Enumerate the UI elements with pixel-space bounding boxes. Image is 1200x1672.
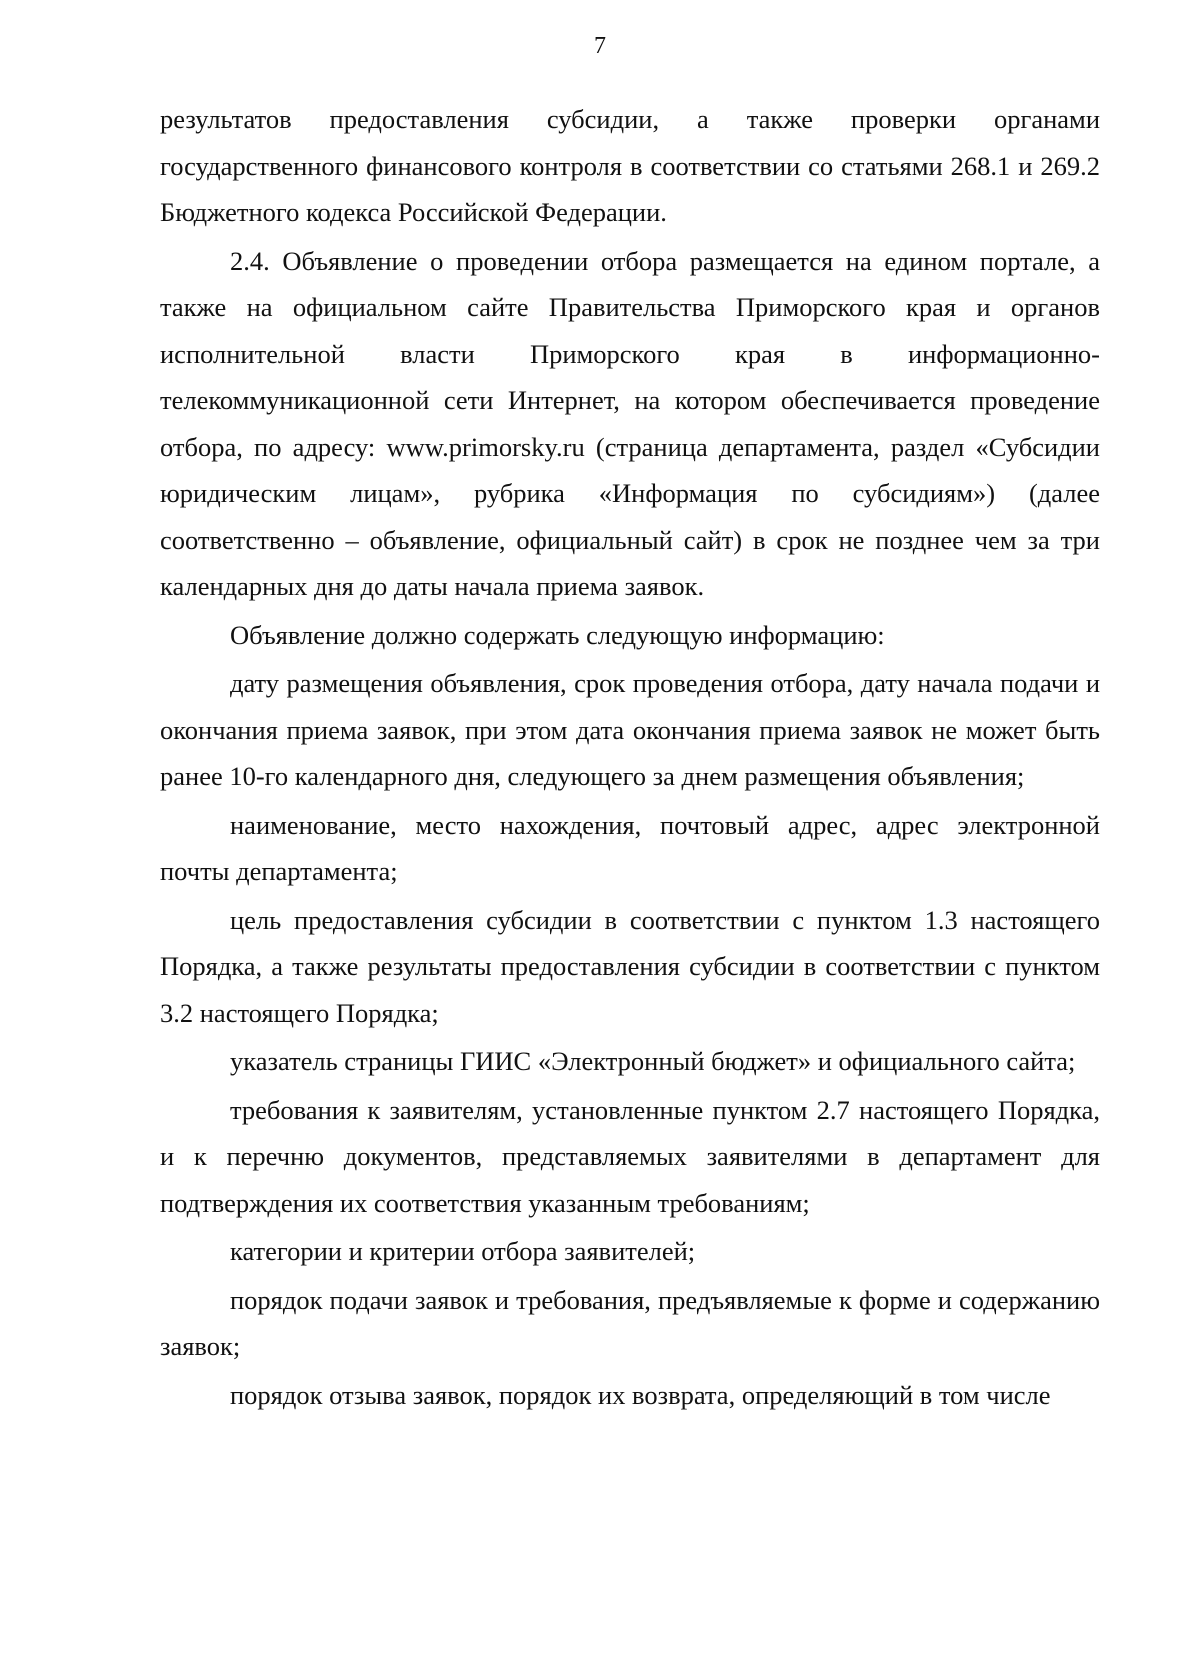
paragraph-2-4-announcement: 2.4. Объявление о проведении отбора размещается на едином портале, а также на официальном сайте Правительства Приморского края и органов исполнительной власти Приморского края в информационно-телекоммуникационной сети Интернет, на котором обеспечивается проведение отбора, по адресу: www.primorsky.ru (страница департамента, раздел «Субсидии юридическим лицам», рубрика «Информация по субсидиям») (далее соответственно – объявление, официальный сайт) в срок не позднее чем за три календарных дня до даты начала приема заявок. — [160, 245, 1100, 601]
list-item-website-pointer: указатель страницы ГИИС «Электронный бюджет» и официального сайта; — [230, 1046, 1076, 1076]
list-item-department-details: наименование, место нахождения, почтовый адрес, адрес электронной почты департамента; — [160, 809, 1100, 886]
document-body — [160, 96, 1100, 1418]
page-number: 7 — [594, 33, 606, 59]
list-item-subsidy-purpose: цель предоставления субсидии в соответствии с пунктом 1.3 настоящего Порядка, а также результаты предоставления субсидии в соответствии с пунктом 3.2 настоящего Порядка; — [160, 904, 1100, 1028]
list-item-dates: дату размещения объявления, срок проведения отбора, дату начала подачи и окончания приема заявок, при этом дата окончания приема заявок не может быть ранее 10-го календарного дня, следующего за днем размещения объявления; — [160, 668, 1100, 791]
paragraph-continuation: результатов предоставления субсидии, а также проверки органами государственного финансового контроля в соответствии со статьями 268.1 и 269.2 Бюджетного кодекса Российской Федерации. — [160, 104, 1100, 227]
paragraph-announcement-contents-intro: Объявление должно содержать следующую информацию: — [230, 619, 885, 650]
list-item-application-withdrawal: порядок отзыва заявок, порядок их возврата, определяющий в том числе — [230, 1379, 1051, 1410]
list-item-selection-criteria: категории и критерии отбора заявителей; — [230, 1236, 696, 1266]
list-item-applicant-requirements: требования к заявителям, установленные пунктом 2.7 настоящего Порядка, и к перечню документов, представляемых заявителями в департамент для подтверждения их соответствия указанным требованиям; — [160, 1094, 1100, 1218]
list-item-application-procedure: порядок подачи заявок и требования, предъявляемые к форме и содержанию заявок; — [160, 1284, 1100, 1361]
